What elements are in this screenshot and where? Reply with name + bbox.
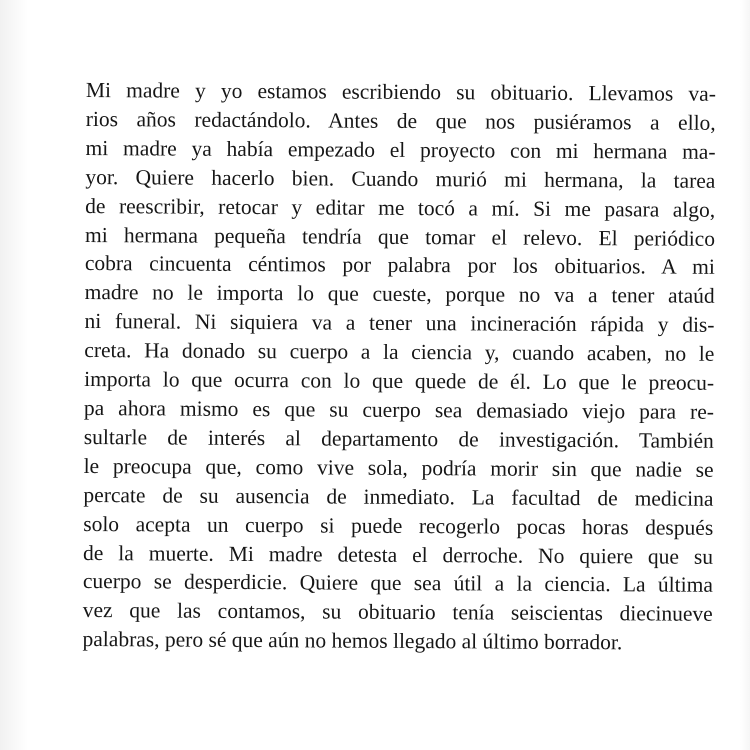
paragraph-line: le preocupa que, como vive sola, podría morir sin que nadie se: [83, 453, 714, 482]
bleed-through-text: [90, 0, 730, 86]
paragraph-line: yor. Quiere hacerlo bien. Cuando murió mi hermana, la tarea: [85, 164, 716, 193]
paragraph-line: importa lo que ocurra con lo que quede de él. Lo que le preocu-: [84, 367, 715, 395]
body-paragraph: [82, 76, 716, 658]
paragraph-line: percate de su ausencia de inmediato. La facultad de medicina: [83, 482, 714, 511]
paragraph-line: creta. Ha donado su cuerpo a la ciencia y, cuando acaben, no le: [84, 338, 715, 366]
paragraph-line: cobra cincuenta céntimos por palabra por los obituarios. A mi: [84, 251, 715, 280]
paragraph-line: solo acepta un cuerpo si puede recogerlo pocas horas después: [83, 511, 714, 540]
paragraph-line: vez que las contamos, su obituario tenía seiscientas diecinueve: [82, 598, 713, 627]
paragraph-line: cuerpo se desperdicie. Quiere que sea útil a la ciencia. La última: [82, 569, 713, 598]
paragraph-line: mi madre ya había empezado el proyecto con mi hermana ma-: [85, 135, 716, 164]
paragraph-line: de la muerte. Mi madre detesta el derroche. No quiere que su: [83, 540, 714, 569]
paragraph-line: mi hermana pequeña tendría que tomar el relevo. El periódico: [84, 222, 716, 251]
paragraph-line: de reescribir, retocar y editar me tocó a mí. Si me pasara algo,: [85, 193, 716, 222]
paragraph-line: ni funeral. Ni siquiera va a tener una incineración rápida y dis-: [84, 309, 715, 338]
paragraph-line: pa ahora mismo es que su cuerpo sea demasiado viejo para re-: [83, 395, 715, 424]
paragraph-line: madre no le importa lo que cueste, porque no va a tener ataúd: [84, 280, 715, 309]
paragraph-line: Mi madre y yo estamos escribiendo su obituario. Llevamos va-: [85, 77, 716, 106]
paragraph-line: rios años redactándolo. Antes de que nos pusiéramos a ello,: [85, 106, 716, 135]
paragraph-line: palabras, pero sé que aún no hemos llegado al último borrador.: [82, 627, 623, 655]
paragraph-line: sultarle de interés al departamento de investigación. También: [83, 424, 714, 453]
